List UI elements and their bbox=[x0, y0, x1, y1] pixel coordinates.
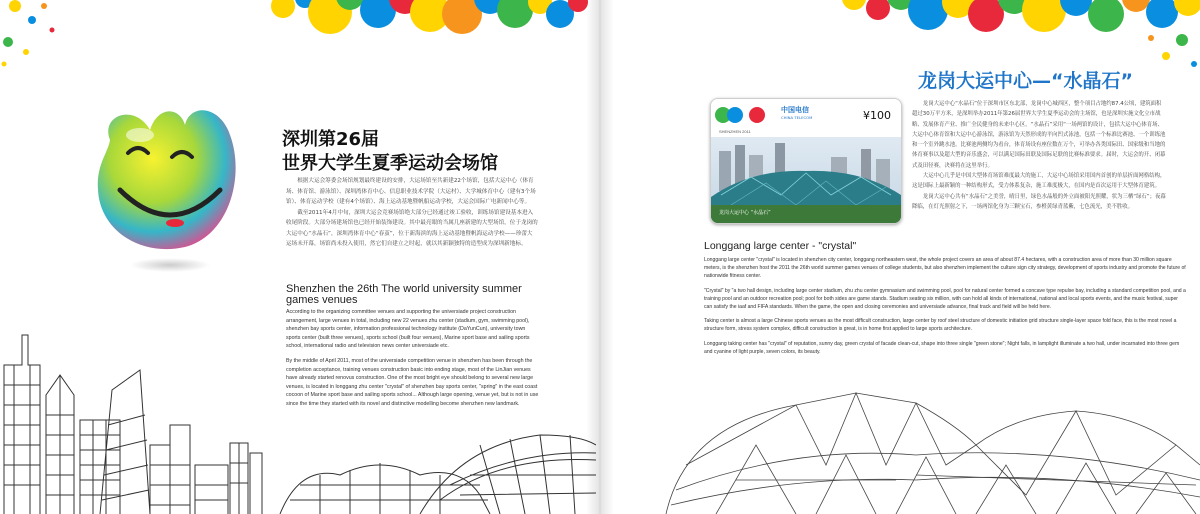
left-page bbox=[0, 0, 596, 514]
left-english-paragraph: By the middle of April 2011, most of the universiade competition venue in shenzhen has been through the completion acceptance, training venues construction basic into ending stage, most of the LinJian venues have already started renovus construction. One of the most bright eye should belong to several new large venues, is located in longgang zhu center "crystal" of shenzhen bay sports center, "spring" in the east coast cocoon of Marine sport base and sailing sports school... Although large opening, venue yet, but is not in use since the time they started with its novel and distinctive modelling become shenzhen new landmark. bbox=[286, 357, 539, 407]
right-chinese-body bbox=[912, 99, 1166, 212]
left-chinese-body bbox=[286, 176, 538, 250]
right-english-paragraph: Taking center is almost a large Chinese sports venues as the most difficult construction, large center by roof steel structure of domestic initiation grid structure single-layer space fold face, this is the most novel a structure form, stress system complex, difficult construction is great, is in home first applied to large sports architecture. bbox=[704, 318, 1177, 333]
stadium-line-art bbox=[596, 385, 1200, 514]
left-english-paragraph: According to the organizing committee venues and supporting the universiade project construction arrangement, large venues in total, including new 22 venues zhu center (stadium, gym, swimming pool), shenzhen bay sports center, information professional technology institute (DaYunCun), university town sports center (built three venues), sports school (built four venues), Marine sport base and sailing sports school, international radio and television news center universiade etc. bbox=[286, 309, 530, 350]
right-english-body bbox=[704, 256, 1186, 362]
svg-text:SHENZHEN 2011: SHENZHEN 2011 bbox=[719, 129, 751, 134]
right-english-heading: Longgang large center - "crystal" bbox=[704, 240, 857, 252]
card-value: ¥100 bbox=[863, 109, 891, 122]
right-page bbox=[596, 0, 1200, 514]
left-chinese-paragraph: 根据大运会筹委会场馆规划最终建设的安排，大运场馆至共新建22个场馆，包括大运中心（体育场、体育馆、游泳馆）、深圳湾体育中心、信息职业技术学院（大运村）、大学城体育中心（建有3个场馆）、体育运动学校（建有4个场馆）、海上运动基地暨帆船运动学校，大运会国际广电新闻中心等。 bbox=[286, 178, 536, 205]
card-caption: 龙岗大运中心 “水晶石” bbox=[719, 210, 771, 216]
skyline-line-art bbox=[0, 325, 596, 514]
title-line-2: 世界大学生夏季运动会场馆 bbox=[282, 153, 498, 174]
decorative-circles-top-left bbox=[0, 0, 596, 80]
right-english-paragraph: Longgang taking center has "crystal" of reputation, sunny day, green crystal of facade clean-cut, shape into three single "green stone"; Night falls, in lamplight illuminate a two hall, under incarnated into three gem and cyanine of light purple, seven colors, its beauty. bbox=[704, 340, 1180, 355]
right-english-paragraph: Longgang large center "crystal" is located in shenzhen city center, longgang northeastern west, the whole project covers an area of about 87.4 hectares, with a construction area of more than 30 million square meters, is the shenzhen host the 2011 the 26th world summer games venues of college students, but also shenzhen implement the culture sign city strategy, development of sports industry and promote the future of nationwide fitness center. bbox=[704, 257, 1186, 280]
right-page-title: 龙岗大运中心—“水晶石” bbox=[918, 70, 1133, 92]
right-english-paragraph: "Crystal" by "a two hall design, including large center stadium, zhu zhu center gymnasium and swimming pool, pool for natural center formed a concave type repulse bay, including a standard competition pool, and a training pool and an outdoor recreation pool; pool for both sides are game stands. Stadium seating six million, with can hold all kinds of international, national and local sports events, and the music festival, super can satisfy the iaaf and FIFA standards. When the game, the open and closing ceremonies and universiade advance, final track and field will be held here. bbox=[704, 287, 1186, 311]
left-chinese-paragraph: 截至2011年4月中旬，深圳大运会竞赛场馆绝大部分已经通过竣工验收，训练场馆建设基本进入收尾阶段。大部分场建场馆也已经开始装饰建设。其中最亮眼的当属几座新建的大型场馆，位于龙岗的大运中心“水晶石”，深圳湾体育中心“春茧”，位于新海滨的海上运动基地暨帆海运动学校——珍蕾大运场未开幕，场馆尚未投入使用，然它们自建立之时起，就以其新颖独特的造型成为深圳新地标。 bbox=[286, 209, 538, 247]
telecom-brand: 中国电信 bbox=[781, 106, 809, 114]
phone-card bbox=[710, 98, 902, 224]
telecom-sub-brand: CHINA TELECOM bbox=[781, 115, 813, 120]
right-chinese-paragraph: 龙岗大运中心“水晶石”位于深圳市区东北部，龙岗中心城西区，整个项目占地约87.4公顷，建筑面积超过30万平方米，是深圳举办2011年第26届世界大学生夏季运动会的主场馆，也是深圳实施文化立市战略、发展体育产业、推广全民健身的未来中心区。“水晶石”采用“一场两馆的设计，包括大运中心体育场、大运中心体育馆和大运中心游泳馆，游泳馆为天然形成的平向凹式泳池，包括一个标准比赛池、一个训练池和一个室外跳水池。比赛池两侧均为看台，体育场设有座位数在万个，可举办各类国际田、国家级和当地的体育赛事以及超大型的音乐盛会，可以满足国际田联及国际足联的比赛标准要求。届时，大运会的开、闭幕式及田径赛，决赛将在这里举行。 bbox=[912, 101, 1166, 169]
right-chinese-paragraph: 龙岗大运中心共有“水晶石”之美誉，晴日里，绿色水晶般的外立面被阳光照耀，状为三栖“绿石”；夜幕降临，在灯光照射之下，一场两馆化身为三颗宝石，参橙黄绿青蓝紫，七色流光，美不胜收。 bbox=[912, 193, 1166, 210]
title-line-1: 深圳第26届 bbox=[282, 129, 380, 150]
left-english-heading: Shenzhen the 26th The world university summer games venues bbox=[286, 283, 522, 306]
right-chinese-paragraph: 大运中心几乎是中国大型体育场馆难度最大的施工，大运中心场馆采用国内首创的单层折面网格结构，这是国际上最新颖的一种结构形式，受力体系复杂，施工难度极大，在国内是首次运用于大型体育建筑。 bbox=[912, 173, 1166, 190]
mascot-illustration bbox=[80, 95, 250, 280]
